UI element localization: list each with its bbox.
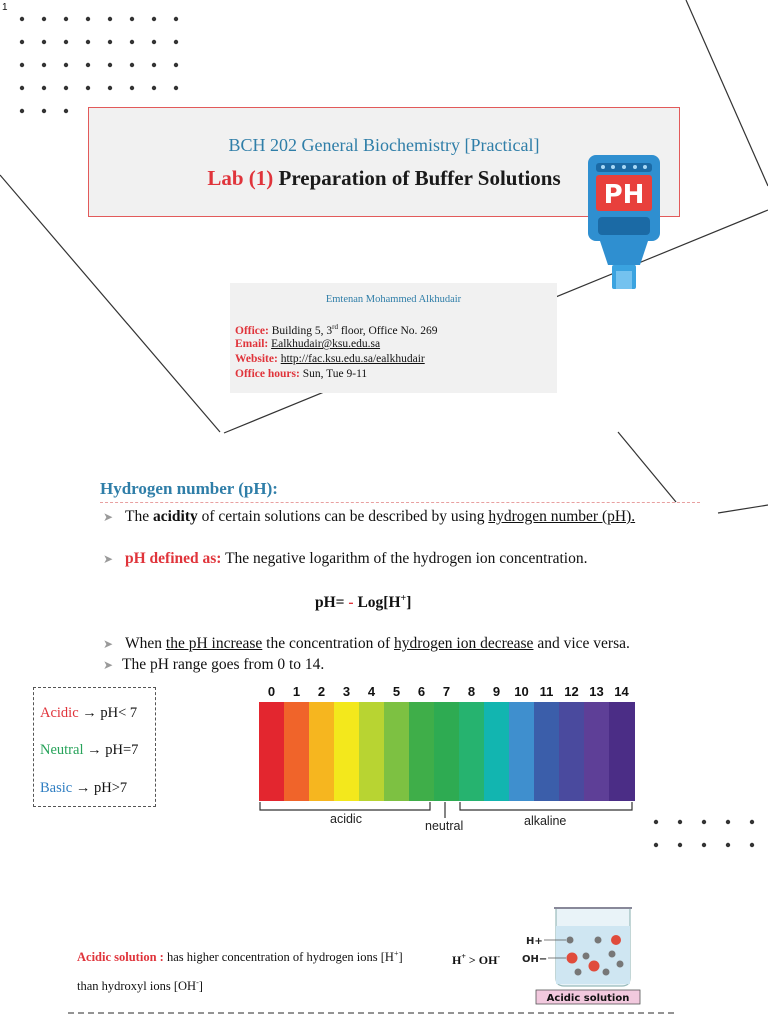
ph-number-9: 9: [492, 684, 501, 699]
beaker-oh-label: OH−: [522, 954, 548, 965]
ph-segment-12: [559, 702, 585, 801]
implies-arrow-icon: →: [87, 742, 102, 758]
ph-segment-14: [609, 702, 635, 801]
bullet-arrow-icon: ➤: [103, 637, 114, 651]
ph-segment-9: [484, 702, 510, 801]
office-row: Office: Building 5, 3rd floor, Office No. 269: [235, 323, 438, 337]
ion-relation: H+ > OH-: [452, 952, 501, 967]
implies-arrow-icon: →: [82, 705, 97, 721]
ph-number-3: 3: [342, 684, 351, 699]
ph-segment-0: [259, 702, 285, 801]
ph-segment-4: [359, 702, 385, 801]
email-row: Email: Ealkhudair@ksu.edu.sa: [235, 338, 381, 350]
ph-number-6: 6: [417, 684, 426, 699]
instructor-name: Emtenan Mohammed Alkhudair: [325, 294, 462, 305]
legend-acidic: Acidic → pH< 7: [40, 705, 138, 721]
ph-number-4: 4: [367, 684, 376, 699]
legend-neutral: Neutral → pH=7: [40, 742, 139, 758]
website-link[interactable]: http://fac.ksu.edu.sa/ealkhudair: [280, 353, 425, 365]
ph-segment-5: [384, 702, 410, 801]
bullet-arrow-icon: ➤: [103, 510, 114, 524]
acidic-solution-beaker: [518, 900, 642, 1006]
beaker-h-label: H+: [526, 936, 543, 947]
lab-name: Preparation of Buffer Solutions: [278, 166, 561, 190]
ph-number-1: 1: [292, 684, 301, 699]
ph-segment-11: [534, 702, 560, 801]
beaker-caption: Acidic solution: [546, 993, 630, 1004]
implies-arrow-icon: →: [75, 780, 91, 796]
ph-segment-1: [284, 702, 310, 801]
bullet-ph-increase: ➤ When the pH increase the concentration of hydrogen ion decrease and vice versa.: [103, 635, 630, 652]
ph-number-11: 11: [539, 684, 554, 699]
page-number: 1: [2, 2, 8, 13]
bullet-arrow-icon: ➤: [103, 658, 114, 672]
website-row: Website: http://fac.ksu.edu.sa/ealkhudair: [235, 353, 425, 365]
legend-basic: Basic → pH>7: [40, 780, 128, 796]
ph-meter-icon: [586, 153, 662, 293]
ph-number-14: 14: [614, 684, 629, 699]
scale-label-alkaline: alkaline: [524, 814, 567, 828]
ph-segment-7: [434, 702, 460, 801]
ph-segment-10: [509, 702, 535, 801]
heading-divider: [100, 502, 700, 503]
svg-text:PH: PH: [603, 180, 645, 210]
ph-number-7: 7: [442, 684, 451, 699]
course-title: BCH 202 General Biochemistry [Practical]: [228, 135, 540, 155]
ph-number-0: 0: [267, 684, 276, 699]
section-heading: Hydrogen number (pH):: [100, 479, 278, 498]
ph-number-12: 12: [564, 684, 579, 699]
bullet-acidity: ➤ The acidity of certain solutions can be described by using hydrogen number (pH).: [103, 508, 636, 525]
ph-formula: pH= - Log[H+]: [315, 593, 412, 612]
lab-number: Lab (1): [207, 166, 274, 190]
ph-segment-13: [584, 702, 610, 801]
ph-number-13: 13: [589, 684, 604, 699]
email-link[interactable]: Ealkhudair@ksu.edu.sa: [271, 338, 381, 350]
ph-segment-6: [409, 702, 435, 801]
office-hours-row: Office hours: Sun, Tue 9-11: [235, 368, 368, 380]
ph-segment-3: [334, 702, 360, 801]
scale-label-neutral: neutral: [425, 819, 464, 833]
bullet-ph-range: ➤ The pH range goes from 0 to 14.: [103, 656, 325, 673]
ph-legend-box: [33, 687, 156, 807]
contact-card: [230, 283, 557, 393]
ph-number-5: 5: [392, 684, 401, 699]
ph-segment-8: [459, 702, 485, 801]
bullet-ph-definition: ➤ pH defined as: The negative logarithm of the hydrogen ion concentration.: [103, 550, 588, 567]
ph-number-8: 8: [467, 684, 476, 699]
ph-number-10: 10: [514, 684, 529, 699]
scale-label-acidic: acidic: [330, 812, 362, 826]
acidic-solution-text: Acidic solution : has higher concentration of hydrogen ions [H+] than hydroxyl ions [OH-]: [77, 949, 403, 994]
bullet-arrow-icon: ➤: [103, 552, 114, 566]
ph-number-2: 2: [317, 684, 326, 699]
ph-segment-2: [309, 702, 335, 801]
